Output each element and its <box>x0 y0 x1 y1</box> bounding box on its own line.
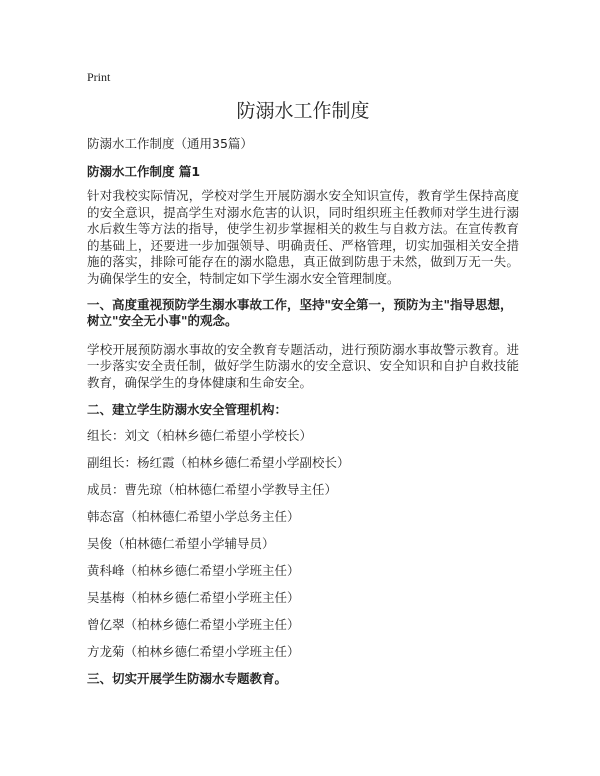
section-heading: 防溺水工作制度 篇1 <box>87 164 201 179</box>
heading-one: 一、高度重视预防学生溺水事故工作，坚持"安全第一，预防为主"指导思想，树立"安全无小事"的观念。 <box>87 296 513 329</box>
list-item: 方龙菊（柏林乡德仁希望小学班主任） <box>87 643 300 659</box>
paragraph-intro: 针对我校实际情况，学校对学生开展防溺水安全知识宣传，教育学生保持高度的安全意识，提高学生对溺水危害的认识，同时组织班主任教师对学生进行溺水后救生等方法的指导，使学生初步掌握相关的救生与自救方法。在宣传教育的基础上，还要进一步加强领导、明确责任、严格管理，切实加强相关安全措施的落实，排除可能存在的溺水隐患，真正做到防患于未然，做到万无一失。为确保学生的安全，特制定如下学生溺水安全管理制度。 <box>87 188 519 286</box>
heading-three: 三、切实开展学生防溺水专题教育。 <box>87 670 288 686</box>
heading-two: 二、建立学生防溺水安全管理机构： <box>87 401 288 417</box>
print-link[interactable]: Print <box>87 70 111 84</box>
list-item: 组长：刘文（柏林乡德仁希望小学校长） <box>87 427 313 443</box>
document-title: 防溺水工作制度 <box>236 100 370 122</box>
list-item: 吴基梅（柏林乡德仁希望小学班主任） <box>87 589 300 605</box>
list-item: 吴俊（柏林德仁希望小学辅导员） <box>87 535 275 551</box>
list-item: 成员：曹先琼（柏林德仁希望小学教导主任） <box>87 481 338 497</box>
list-item: 韩态富（柏林德仁希望小学总务主任） <box>87 508 300 524</box>
list-item: 黄科峰（柏林乡德仁希望小学班主任） <box>87 562 300 578</box>
list-item: 曾亿翠（柏林乡德仁希望小学班主任） <box>87 616 300 632</box>
document-subtitle: 防溺水工作制度（通用35篇） <box>87 136 253 151</box>
member-list <box>87 427 519 661</box>
paragraph-education: 学校开展预防溺水事故的安全教育专题活动，进行预防溺水事故警示教育。进一步落实安全责任制，做好学生防溺水的安全意识、安全知识和自护自救技能教育，确保学生的身体健康和生命安全。 <box>87 341 519 390</box>
document-page <box>87 70 519 695</box>
list-item: 副组长：杨红霞（柏林乡德仁希望小学副校长） <box>87 454 350 470</box>
